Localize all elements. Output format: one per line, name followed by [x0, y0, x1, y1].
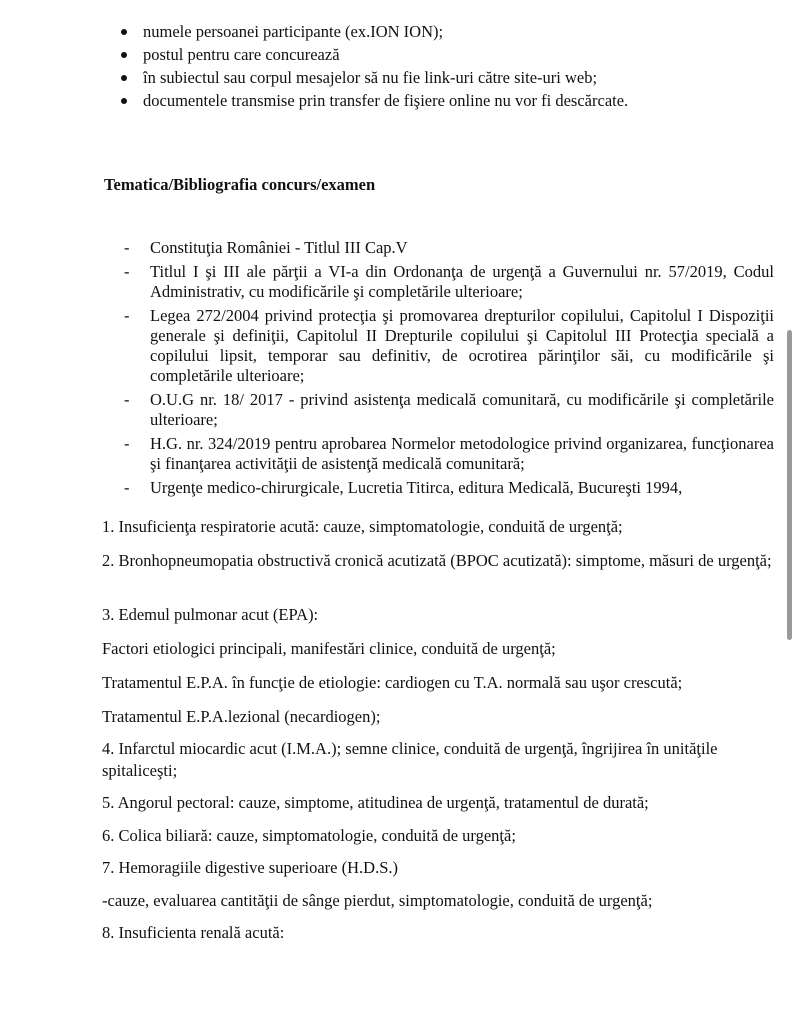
bibliography-item: - O.U.G nr. 18/ 2017 - privind asistenţa medicală comunitară, cu modificările şi completările ulterioare;: [124, 390, 774, 429]
list-item: postul pentru care concurează: [118, 43, 628, 66]
topic-item: 2. Bronhopneumopatia obstructivă cronică acutizată (BPOC acutizată): simptome, măsuri de urgenţă;: [102, 551, 772, 570]
list-item: documentele transmise prin transfer de fişiere online nu vor fi descărcate.: [118, 89, 628, 112]
scrollbar[interactable]: [787, 330, 792, 640]
bibliography-list: [124, 238, 774, 498]
topic-item: Tratamentul E.P.A.lezional (necardiogen);: [102, 707, 381, 726]
requirements-list: [118, 20, 628, 112]
topic-item: Tratamentul E.P.A. în funcţie de etiologie: cardiogen cu T.A. normală sau uşor crescută;: [102, 673, 683, 692]
topic-item: 8. Insuficienta renală acută:: [102, 923, 285, 942]
bibliography-item: - Titlul I şi III ale părţii a VI-a din Ordonanţa de urgenţă a Guvernului nr. 57/2019, Codul Administrativ, cu modificările şi completările ulterioare;: [124, 262, 774, 301]
bibliography-item: - H.G. nr. 324/2019 pentru aprobarea Normelor metodologice privind organizarea, funcţionarea şi finanţarea activităţii de asistenţă medicală comunitară;: [124, 434, 774, 473]
topic-item: 1. Insuficienţa respiratorie acută: cauze, simptomatologie, conduită de urgenţă;: [102, 517, 623, 536]
bibliography-item: - Constituţia României - Titlul III Cap.V: [124, 238, 408, 257]
bullet-icon: [121, 75, 127, 81]
bibliography-item: - Urgenţe medico-chirurgicale, Lucretia Titirca, editura Medicală, Bucureşti 1994,: [124, 478, 683, 497]
topic-item: 4. Infarctul miocardic acut (I.M.A.); semne clinice, conduită de urgenţă, îngrijirea în unităţile spitaliceşti;: [102, 739, 718, 780]
topic-item: 7. Hemoragiile digestive superioare (H.D.S.): [102, 858, 399, 877]
section-heading: Tematica/Bibliografia concurs/examen: [104, 175, 376, 194]
list-item: numele persoanei participante (ex.ION ION);: [118, 20, 628, 43]
topic-item: 5. Angorul pectoral: cauze, simptome, atitudinea de urgenţă, tratamentul de durată;: [102, 793, 649, 812]
bibliography-item: - Legea 272/2004 privind protecţia şi promovarea drepturilor copilului, Capitolul I Dispoziţii generale şi definiţii, Capitolul II Drepturile copilului şi Capitolul III Protecţia specială a copilului lipsit, temporar sau definitiv, de ocrotirea părinţilor săi, cu modificările şi completările ulterioare;: [124, 306, 774, 385]
topic-item: 6. Colica biliară: cauze, simptomatologie, conduită de urgenţă;: [102, 826, 516, 845]
topic-item: Factori etiologici principali, manifestări clinice, conduită de urgenţă;: [102, 639, 556, 658]
bullet-icon: [121, 29, 127, 35]
bullet-icon: [121, 98, 127, 104]
topic-item: 3. Edemul pulmonar acut (EPA):: [102, 605, 319, 624]
list-item: în subiectul sau corpul mesajelor să nu fie link-uri către site-uri web;: [118, 66, 628, 89]
bullet-icon: [121, 52, 127, 58]
topic-item: -cauze, evaluarea cantităţii de sânge pierdut, simptomatologie, conduită de urgenţă;: [102, 891, 653, 910]
